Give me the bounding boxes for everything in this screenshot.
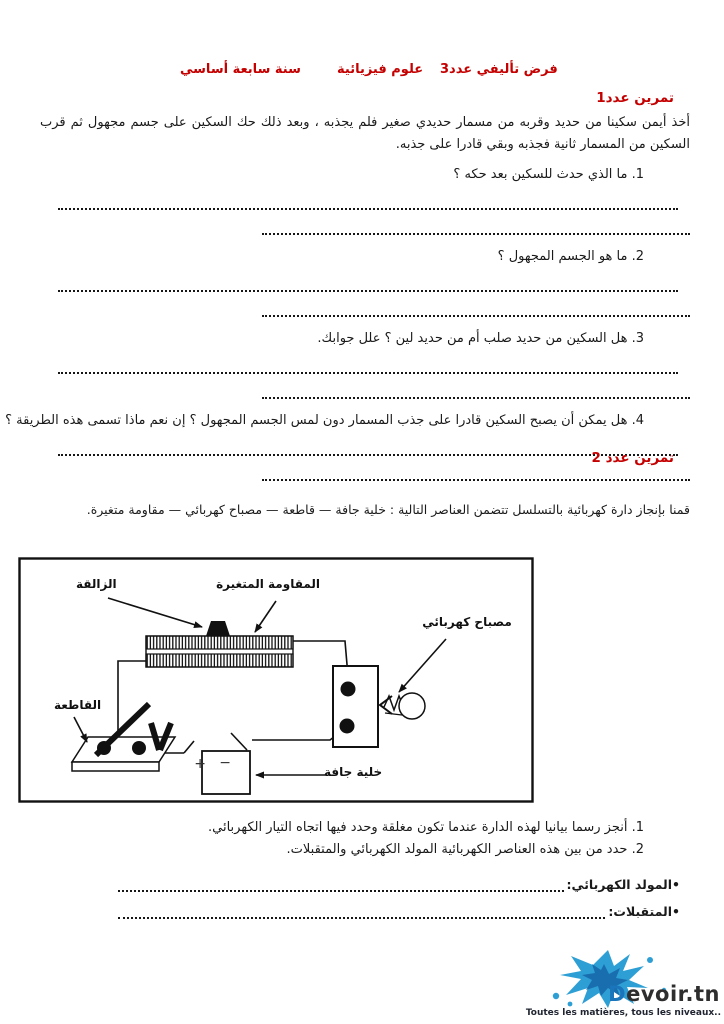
answer-line <box>262 306 690 317</box>
question-2: 2. ما هو الجسم المجهول ؟ <box>497 249 644 264</box>
answer-line <box>262 388 690 399</box>
generator-label: •المولد الكهربائي: <box>566 877 680 892</box>
exercise2-questions <box>40 818 690 919</box>
footer <box>514 948 724 1024</box>
brand-initial: D <box>608 982 627 1006</box>
slider-label: الزالقة <box>76 577 117 591</box>
grade-title: سنة سابعة أساسي <box>180 62 301 77</box>
receivers-label: •المتقبلات: <box>608 904 680 919</box>
ex2-question-2: 2. حدد من بين هذه العناصر الكهربائية المولد الكهربائي والمتقبلات. <box>286 842 644 857</box>
answer-line <box>58 199 678 210</box>
receivers-answer-line <box>118 899 680 919</box>
switch-label: القاطعة <box>54 698 102 712</box>
circuit-diagram <box>18 557 534 804</box>
exercise2-section <box>40 450 690 520</box>
answer-line <box>58 363 678 374</box>
answer-line <box>262 224 690 235</box>
battery-minus-sign: − <box>219 755 231 771</box>
exercise1-intro: أخذ أيمن سكينا من حديد وقربه من مسمار حديدي صغير فلم يجذبه ، وبعد ذلك حك السكين على جسم مجهول ثم قرب السكين من المسمار ثانية فجذبه وبقي قادرا على جذبه. <box>40 115 690 152</box>
ex2-question-1: 1. أنجز رسما بيانيا لهذه الدارة عندما تكون مغلقة وحدد فيها اتجاه التيار الكهربائي. <box>208 820 644 835</box>
brand-logo-text <box>608 982 720 1006</box>
question-3: 3. هل السكين من حديد صلب أم من حديد لين ؟ علل جوابك. <box>317 331 644 346</box>
answer-line <box>58 281 678 292</box>
header <box>0 62 724 86</box>
lamp-socket <box>333 666 378 747</box>
subject-title: علوم فيزيائية <box>337 62 424 77</box>
answer-fill <box>118 876 564 892</box>
question-4: 4. هل يمكن أن يصبح السكين قادرا على جذب المسمار دون لمس الجسم المجهول ؟ إن نعم ماذا تسمى هذه الطريقة ؟ <box>5 413 644 428</box>
question-1: 1. ما الذي حدث للسكين بعد حكه ؟ <box>453 167 644 182</box>
lamp-label: مصباح كهربائي <box>422 615 512 629</box>
generator-answer-line <box>118 872 680 892</box>
exercise2-title: تمرين عدد 2 <box>591 450 674 466</box>
cell-label: خلية جافة <box>324 765 383 779</box>
answer-fill <box>118 903 605 919</box>
circuit-svg <box>18 557 534 804</box>
exercise1-title: تمرين عدد1 <box>596 90 674 106</box>
battery <box>194 751 250 794</box>
brand-tagline: Toutes les matières, tous les niveaux.. <box>525 1008 721 1018</box>
resistor-label: المقاومة المتغيرة <box>216 577 320 591</box>
battery-plus-sign: + <box>194 756 206 772</box>
brand-rest: evoir.tn <box>626 982 720 1006</box>
exercise1-section <box>5 90 690 481</box>
exam-title: فرض تأليفي عدد3 <box>440 62 558 77</box>
exercise2-intro: قمنا بإنجاز دارة كهربائية بالتسلسل تتضمن العناصر التالية : خلية جافة — قاطعة — مصباح كهربائي — مقاومة متغيرة. <box>86 502 690 517</box>
